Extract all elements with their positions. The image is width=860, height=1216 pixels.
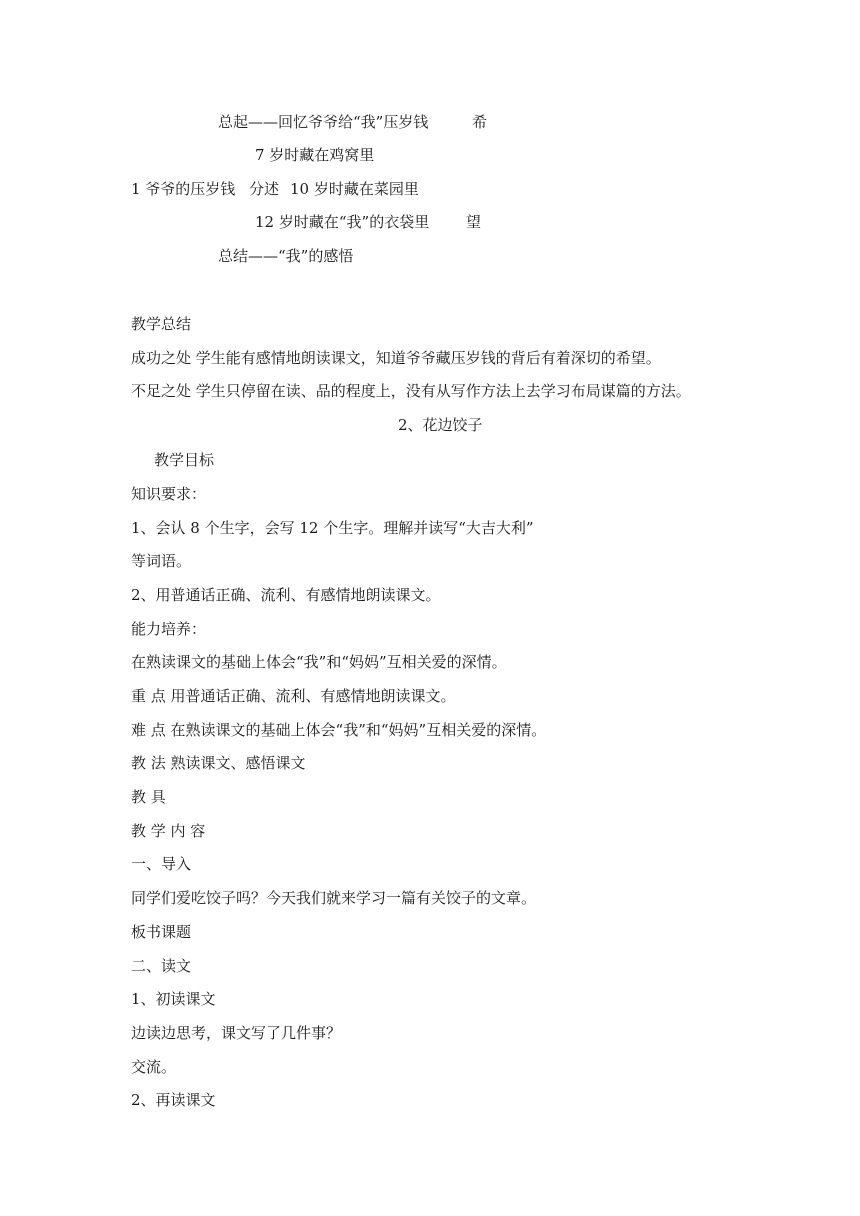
lesson-title: 2、花边饺子 — [398, 416, 483, 434]
knowledge-item-1-cont: 等词语。 — [131, 552, 192, 570]
outline-age-7: 7 岁时藏在鸡窝里 — [255, 146, 375, 164]
board-title: 板书课题 — [131, 923, 192, 941]
outline-lesson-title: 1 爷爷的压岁钱 — [131, 180, 236, 198]
outline-summary-start: 总起——回忆爷爷给“我”压岁钱 — [218, 113, 429, 131]
knowledge-item-2: 2、用普通话正确、流利、有感情地朗读课文。 — [131, 586, 441, 604]
outline-hope-char-2: 望 — [466, 213, 482, 231]
read-step-1-question: 边读边思考，课文写了几件事？ — [131, 1024, 342, 1042]
key-point: 重 点 用普通话正确、流利、有感情地朗读课文。 — [131, 687, 456, 705]
exchange: 交流。 — [131, 1058, 177, 1076]
teaching-tools: 教 具 — [131, 788, 166, 806]
goal-heading: 教学目标 — [154, 451, 215, 469]
knowledge-heading: 知识要求： — [131, 485, 207, 503]
outline-hope-char-1: 希 — [472, 113, 488, 131]
summary-success: 成功之处 学生能有感情地朗读课文，知道爷爷藏压岁钱的背后有着深切的希望。 — [131, 349, 661, 367]
ability-text: 在熟读课文的基础上体会“我”和“妈妈”互相关爱的深情。 — [131, 653, 507, 671]
intro-heading: 一、导入 — [131, 855, 192, 873]
read-step-2: 2、再读课文 — [131, 1091, 216, 1109]
outline-summary-end: 总结——“我”的感悟 — [218, 247, 354, 265]
outline-age-10: 10 岁时藏在菜园里 — [290, 180, 419, 198]
outline-age-12: 12 岁时藏在“我”的衣袋里 — [255, 213, 430, 231]
knowledge-item-1: 1、会认 8 个生字，会写 12 个生字。理解并读写“大吉大利” — [131, 519, 534, 537]
read-heading: 二、读文 — [131, 957, 192, 975]
intro-text: 同学们爱吃饺子吗？今天我们就来学习一篇有关饺子的文章。 — [131, 889, 537, 907]
outline-detail-label: 分述 — [249, 180, 280, 198]
summary-heading: 教学总结 — [131, 315, 192, 333]
difficulty: 难 点 在熟读课文的基础上体会“我”和“妈妈”互相关爱的深情。 — [131, 721, 547, 739]
teaching-method: 教 法 熟读课文、感悟课文 — [131, 754, 306, 772]
content-heading: 教 学 内 容 — [131, 822, 206, 840]
ability-heading: 能力培养： — [131, 620, 207, 638]
read-step-1: 1、初读课文 — [131, 990, 216, 1008]
summary-shortcoming: 不足之处 学生只停留在读、品的程度上，没有从写作方法上去学习布局谋篇的方法。 — [131, 382, 691, 400]
